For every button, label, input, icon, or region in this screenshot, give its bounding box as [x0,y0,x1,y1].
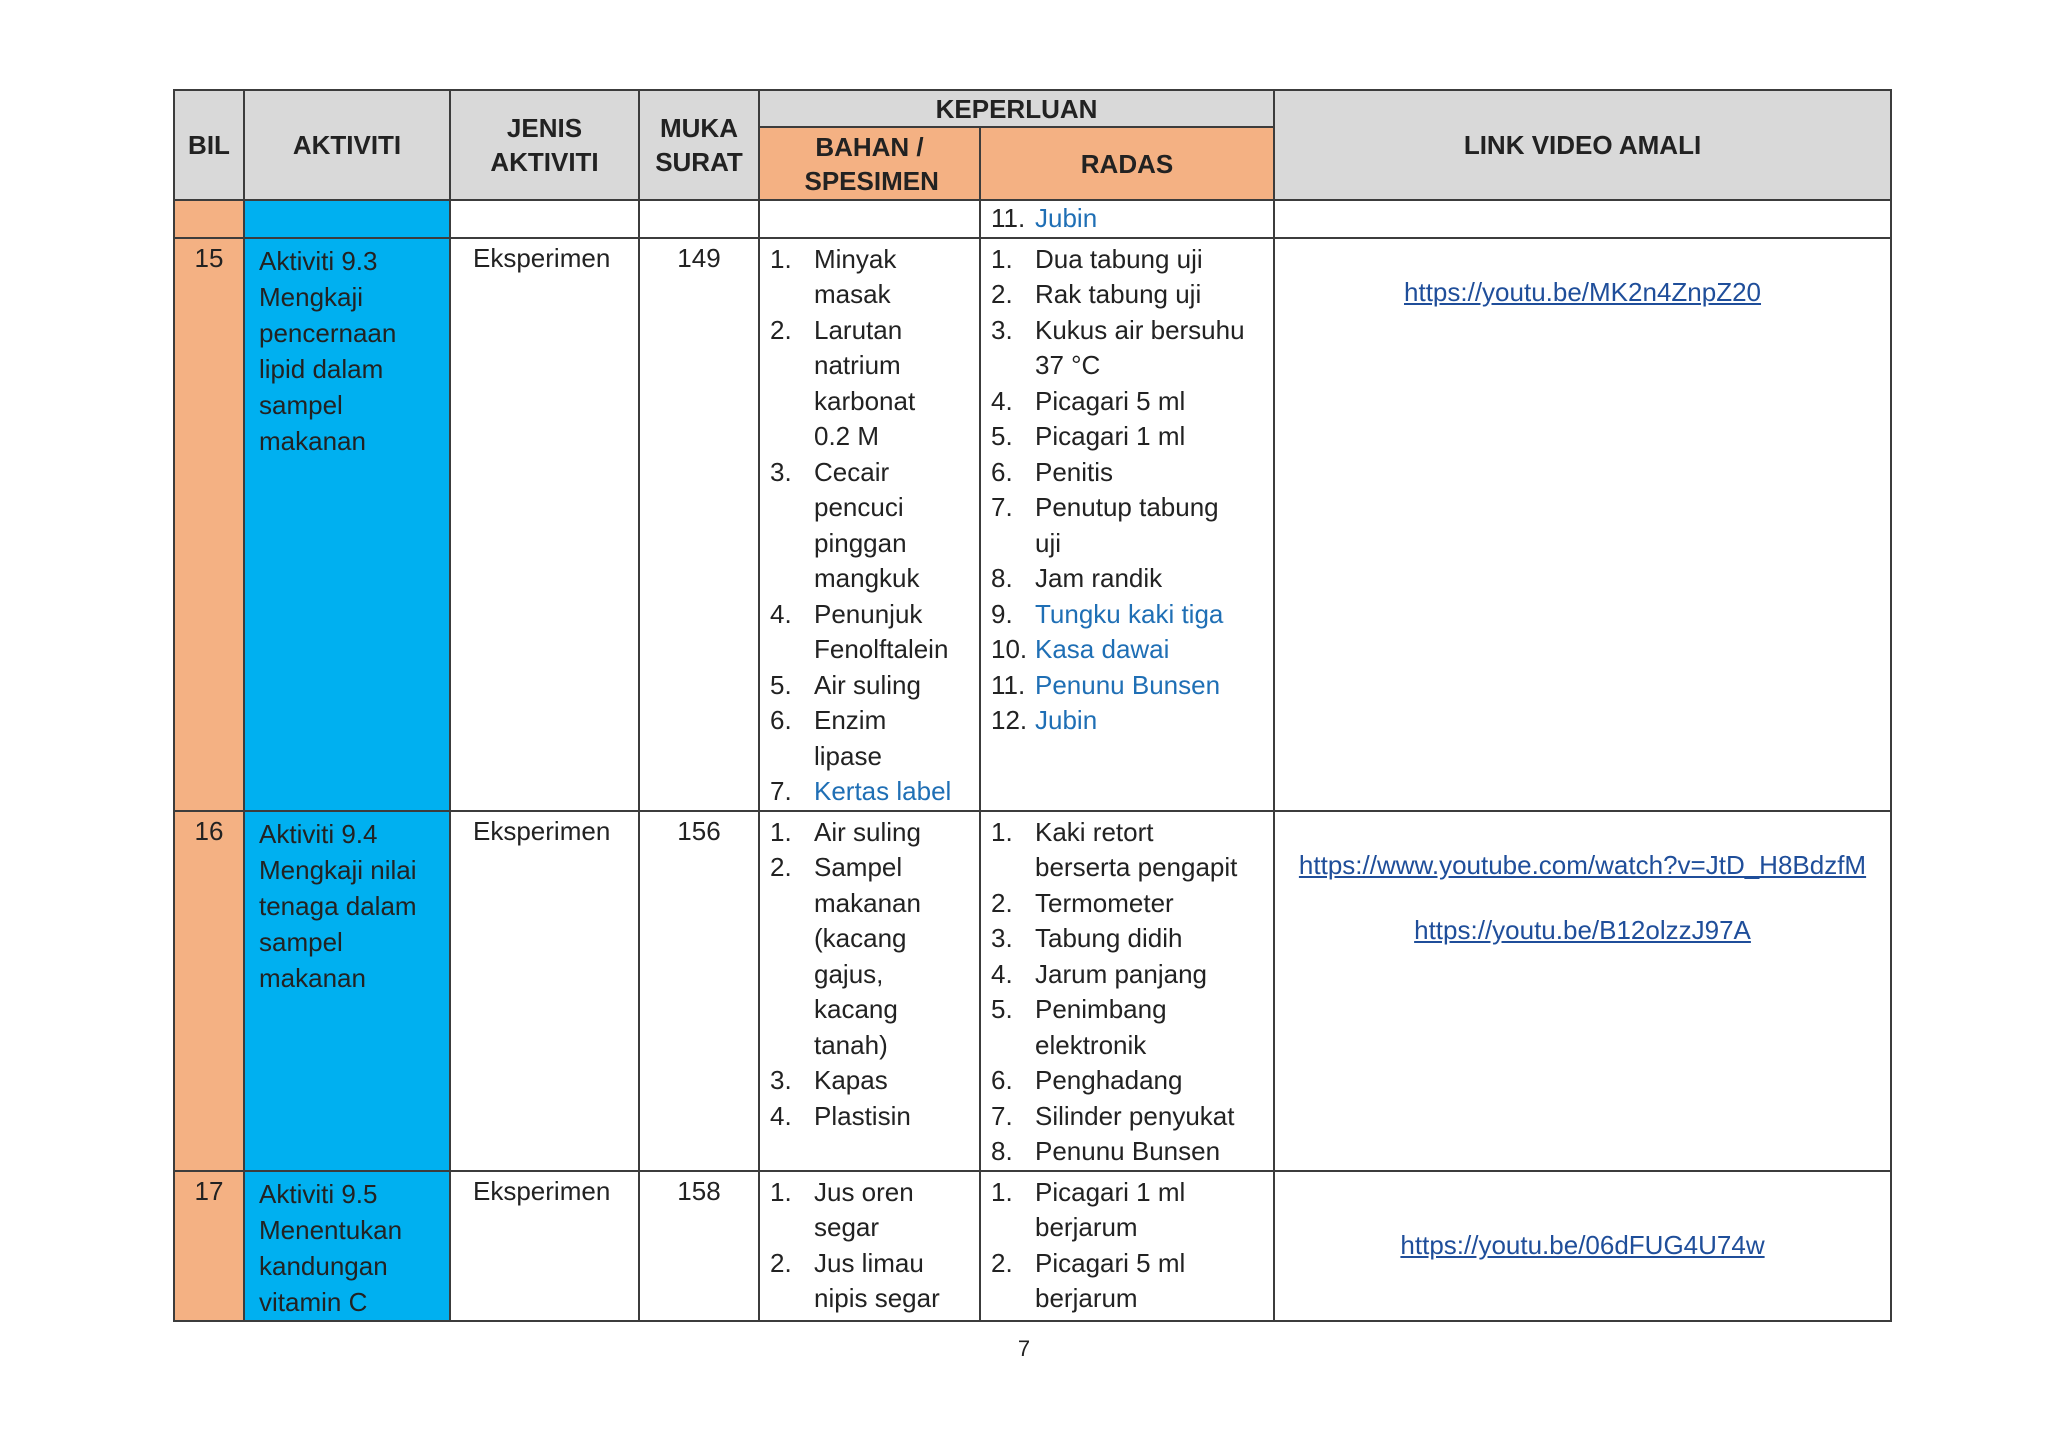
aktiviti-cell: Aktiviti 9.5 Menentukan kandungan vitamin C [244,1171,450,1321]
list-item: 1. Air suling [770,816,921,847]
list-item: 2. Termometer [991,887,1174,918]
list-item: 11. Penunu Bunsen [991,669,1221,700]
table-row-carry [174,200,1891,238]
list-item: 4. Plastisin [770,1100,911,1131]
header-jenis: JENIS AKTIVITI [450,90,639,200]
header-bil: BIL [174,90,244,200]
list-item: 6. Penghadang [991,1065,1183,1095]
list-item: 7. Penutup tabung uji [991,492,1219,558]
bahan-cell [759,1171,980,1321]
link-cell [1274,238,1891,811]
muka-cell: 156 [639,811,759,1171]
header-link: LINK VIDEO AMALI [1274,90,1891,200]
list-item: 2. Sampel makanan (kacang gajus, kacang tanah) [770,852,921,1060]
list-item: 5. Picagari 1 ml [991,421,1186,451]
bahan-cell [759,811,980,1171]
radas-cell: 11. Jubin [980,200,1274,238]
radas-cell [980,1171,1274,1321]
header-keperluan: KEPERLUAN [759,90,1274,127]
list-item: 1. Dua tabung uji [991,243,1203,274]
header-muka: MUKA SURAT [639,90,759,200]
video-link[interactable]: https://youtu.be/06dFUG4U74w [1400,1230,1765,1260]
list-item: 3. Tabung didih [991,923,1183,953]
table-row [174,1171,1891,1321]
list-item: 5. Air suling [770,669,921,700]
list-item: 2. Picagari 5 ml berjarum [991,1247,1186,1313]
header-radas: RADAS [980,127,1274,200]
list-item: 1. Picagari 1 ml berjarum [991,1176,1186,1242]
radas-item: Jubin [1035,203,1098,233]
list-item: 3. Cecair pencuci pinggan mangkuk [770,456,920,593]
radas-cell [980,811,1274,1171]
list-item: 4. Penunjuk Fenolftalein [770,598,949,664]
list-item: 1. Minyak masak [770,243,897,309]
list-item: 10. Kasa dawai [991,634,1170,664]
list-item: 4. Jarum panjang [991,958,1207,989]
list-item: 6. Enzim lipase [770,705,887,771]
bil-cell: 15 [174,238,244,811]
header-bahan: BAHAN / SPESIMEN [759,127,980,200]
list-item: 3. Kukus air bersuhu 37 °C [991,314,1245,380]
list-item: 8. Jam randik [991,563,1163,593]
list-item: 1. Jus oren segar [770,1176,914,1242]
radas-cell [980,238,1274,811]
list-item: 8. Penunu Bunsen [991,1136,1221,1166]
muka-cell: 149 [639,238,759,811]
list-item: 6. Penitis [991,456,1114,487]
activity-table [173,89,1892,1322]
list-item: 2. Jus limau nipis segar [770,1247,940,1313]
bil-cell: 16 [174,811,244,1171]
list-item: 7. Silinder penyukat [991,1100,1235,1131]
jenis-cell: Eksperimen [450,238,639,811]
aktiviti-cell: Aktiviti 9.3 Mengkaji pencernaan lipid dalam sampel makanan [244,238,450,811]
bahan-cell [759,238,980,811]
table-row [174,238,1891,811]
list-item: 3. Kapas [770,1065,888,1095]
jenis-cell: Eksperimen [450,1171,639,1321]
list-item: 1. Kaki retort berserta pengapit [991,816,1238,882]
list-item: 12. Jubin [991,705,1098,735]
video-link[interactable]: https://youtu.be/B12olzzJ97A [1414,914,1751,945]
list-item: 5. Penimbang elektronik [991,994,1167,1060]
link-cell [1274,811,1891,1171]
list-item: 2. Larutan natrium karbonat 0.2 M [770,314,916,451]
page-number: 7 [1017,1336,1031,1361]
aktiviti-cell: Aktiviti 9.4 Mengkaji nilai tenaga dalam sampel makanan [244,811,450,1171]
list-item: 2. Rak tabung uji [991,279,1202,309]
bil-cell: 17 [174,1171,244,1321]
list-item: 7. Kertas label [770,776,952,806]
list-item: 4. Picagari 5 ml [991,385,1186,416]
muka-cell: 158 [639,1171,759,1321]
table-row [174,811,1891,1171]
list-item: 9. Tungku kaki tiga [991,598,1224,629]
link-cell [1274,1171,1891,1321]
video-link[interactable]: https://youtu.be/MK2n4ZnpZ20 [1404,276,1762,307]
header-aktiviti: AKTIVITI [244,90,450,200]
jenis-cell: Eksperimen [450,811,639,1171]
video-link[interactable]: https://www.youtube.com/watch?v=JtD_H8BdzfM [1298,849,1867,880]
